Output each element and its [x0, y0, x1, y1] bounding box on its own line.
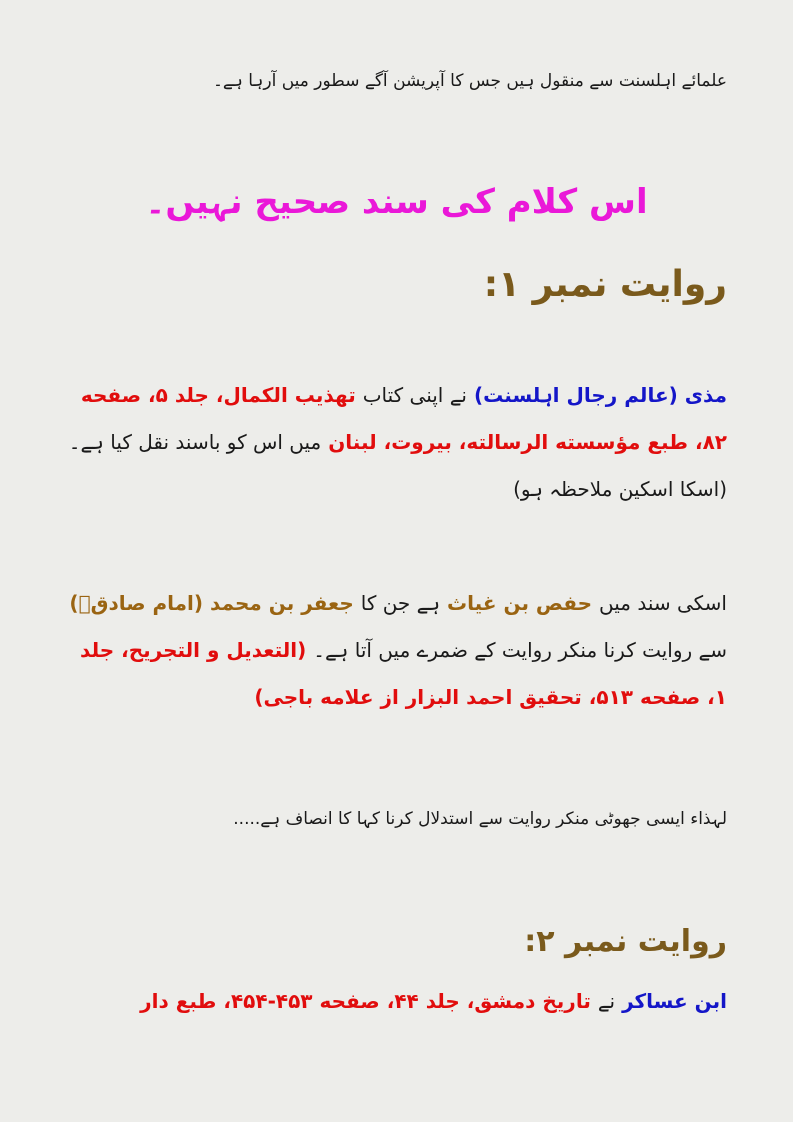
- magenta-text: اس کلام کی سند صحیح نہیں۔: [145, 182, 648, 222]
- p1-scan-note: (اسکا اسکین ملاحظہ ہو): [513, 477, 727, 501]
- paragraph-2: [67, 580, 727, 721]
- p1-reference: تهذیب الکمال، جلد ۵، صفحه ۸۲، طبع مؤسسته الرسالته، بیروت، لبنان: [80, 383, 727, 454]
- p4-connector: نے: [597, 989, 616, 1013]
- paragraph-4: [67, 978, 727, 1025]
- paragraph-1: [67, 372, 727, 513]
- paragraph-3: [67, 800, 727, 838]
- p1-connector: نے اپنی کتاب: [362, 383, 467, 407]
- heading-2-text: روایت نمبر ۲:: [524, 924, 727, 959]
- p4-reference: تاریخ دمشق، جلد ۴۴، صفحه ۴۵۳-۴۵۴، طبع دار: [140, 989, 591, 1013]
- p4-author: ابن عساکر: [622, 989, 727, 1013]
- heading-narration-1: [67, 258, 727, 312]
- intro-text: علمائے اہلسنت سے منقول ہیں جس کا آپریشن آگے سطور میں آرہا ہے۔: [212, 71, 727, 91]
- p2-lead: اسکی سند میں: [598, 591, 727, 615]
- heading-1-text: روایت نمبر ۱:: [483, 264, 727, 305]
- p1-author: مذی (عالم رجال اہلسنت): [473, 383, 727, 407]
- intro-line: [67, 62, 727, 100]
- p2-imam-name: جعفر بن محمد (امام صادقؑ): [69, 591, 354, 615]
- p1-connector-2: میں اس کو باسند نقل کیا ہے۔: [68, 430, 322, 454]
- p2-narrator-name: حفص بن غیاث: [447, 591, 593, 615]
- p2-connector-2: سے روایت کرنا منکر روایت کے ضمرے میں آتا ہے۔: [313, 638, 727, 662]
- magenta-statement: [0, 178, 793, 226]
- p2-reference: (التعدیل و التجریح، جلد ۱، صفحه ۵۱۳، تحقیق احمد البزار از علامه باجی): [80, 638, 727, 709]
- p3-text: لہذاء ایسی جھوٹی منکر روایت سے استدلال کرنا کہا کا انصاف ہے.....: [233, 809, 727, 829]
- heading-narration-2: [67, 918, 727, 966]
- p2-connector: ہے جن کا: [360, 591, 441, 615]
